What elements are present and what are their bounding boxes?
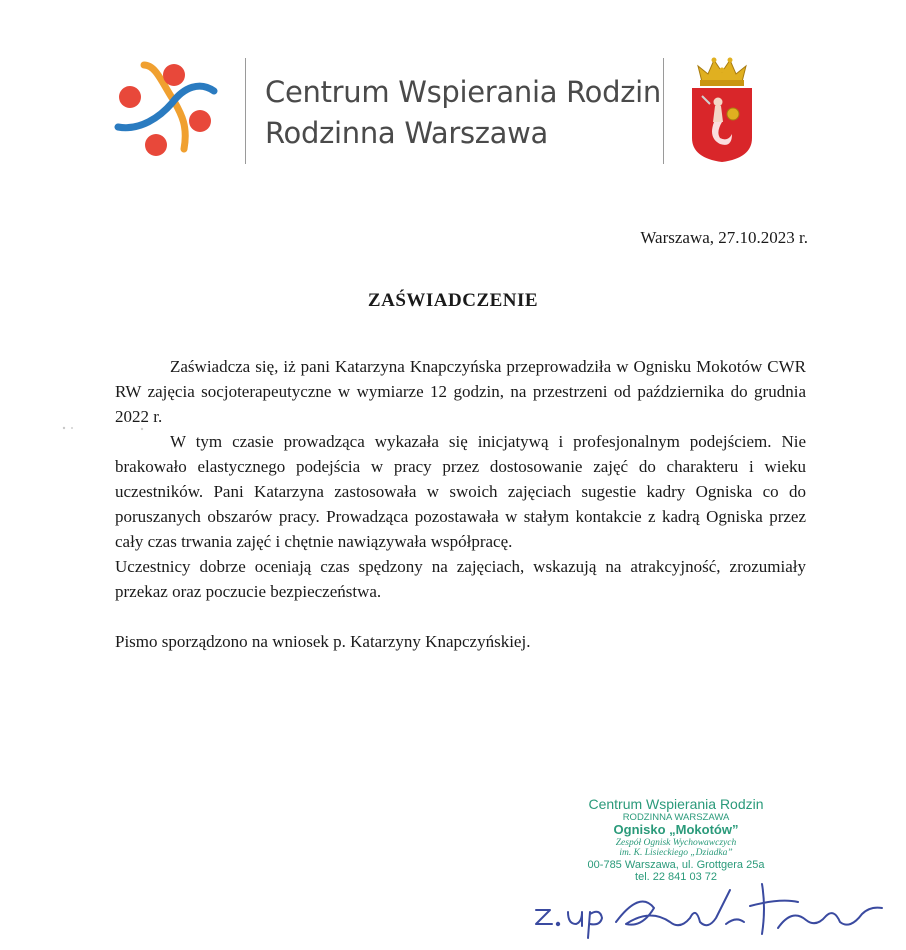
document-date: Warszawa, 27.10.2023 r. <box>640 228 808 247</box>
organization-name <box>265 72 661 154</box>
stamp-line-1: Centrum Wspierania Rodzin <box>588 796 764 812</box>
header-divider-left <box>245 58 246 164</box>
stamp-line-5: im. K. Lisieckiego „Dziadka” <box>619 848 733 859</box>
warsaw-coat-of-arms-icon <box>688 54 756 164</box>
stamp-line-6: 00-785 Warszawa, ul. Grottgera 25a <box>587 859 765 872</box>
closing-line: Pismo sporządzono na wniosek p. Katarzyny Knapczyńskiej. <box>115 632 531 651</box>
cwr-rw-logo-icon <box>112 57 224 165</box>
stamp-line-2: RODZINNA WARSZAWA <box>622 811 730 823</box>
paragraph-3: Uczestnicy dobrze oceniają czas spędzony na zajęciach, wskazują na atrakcyjność, zrozumiały przekaz oraz poczucie bezpieczeństwa. <box>115 557 806 601</box>
stamp-line-3: Ognisko „Mokotów” <box>613 822 739 838</box>
stamp-line-4: Zespół Ognisk Wychowawczych <box>615 837 737 848</box>
org-name-line2: Rodzinna Warszawa <box>265 116 549 150</box>
paragraph-2: W tym czasie prowadząca wykazała się inicjatywą i profesjonalnym podejściem. Nie brakowało elastycznego podejścia w pracy przez dostosowanie zajęć do charakteru i wieku uczestników. Pani Katarzyna zastosowała w swoich zajęciach sugestie kadry Ogniska co do poruszanych obszarów pracy. Prowadząca pozostawała w stałym kontakcie z kadrą Ogniska przez cały czas trwania zajęć i chętnie nawiązywała współpracę. <box>115 432 806 551</box>
document-body <box>115 354 806 654</box>
stamp-line-7: tel. 22 841 03 72 <box>635 871 717 884</box>
paragraph-1: Zaświadcza się, iż pani Katarzyna Knapczyńska przeprowadziła w Ognisku Mokotów CWR RW zajęcia socjoterapeutyczne w wymiarze 12 godzin, na przestrzeni od października do grudnia 2022 r. <box>115 357 806 426</box>
org-name-line1: Centrum Wspierania Rodzin <box>265 75 661 109</box>
scan-artifact <box>58 424 148 432</box>
header-divider-right <box>663 58 664 164</box>
handwritten-signature <box>530 868 890 948</box>
document-title: ZAŚWIADCZENIE <box>367 290 539 311</box>
